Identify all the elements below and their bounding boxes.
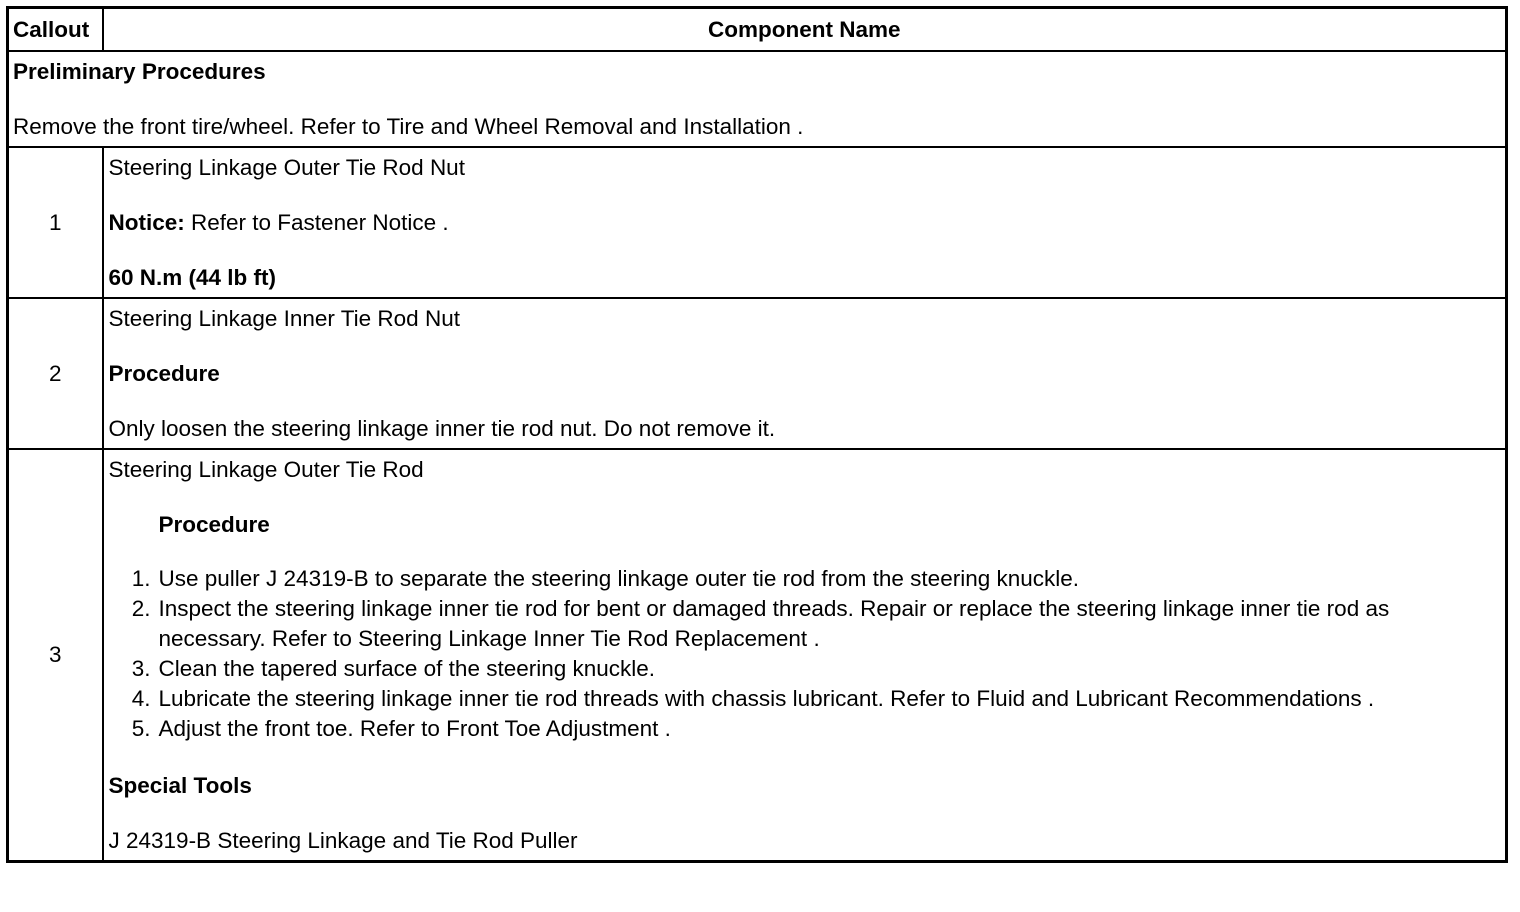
callout-number: 2 — [8, 298, 103, 449]
list-item — [109, 684, 1501, 714]
header-component-name: Component Name — [103, 8, 1507, 52]
table-row — [8, 147, 1507, 298]
component-cell — [103, 449, 1507, 862]
list-item — [109, 594, 1501, 654]
list-item — [109, 564, 1501, 594]
callout-number: 1 — [8, 147, 103, 298]
notice-text: Refer to Fastener Notice . — [184, 210, 449, 235]
special-tools-title: Special Tools — [108, 773, 252, 798]
list-item — [109, 654, 1501, 684]
header-callout: Callout — [8, 8, 103, 52]
callout-number: 3 — [8, 449, 103, 862]
component-name: Steering Linkage Inner Tie Rod Nut — [108, 306, 460, 331]
step-number: 1. — [131, 566, 151, 591]
preliminary-cell — [8, 51, 1507, 147]
notice-line — [109, 209, 1501, 236]
table-row — [8, 298, 1507, 449]
component-cell — [103, 298, 1507, 449]
component-cell — [103, 147, 1507, 298]
step-number: 4. — [131, 686, 151, 711]
table-row — [8, 449, 1507, 862]
step-number: 5. — [131, 716, 151, 741]
component-name: Steering Linkage Outer Tie Rod Nut — [108, 155, 465, 180]
step-text: Adjust the front toe. Refer to Front Toe Adjustment . — [158, 716, 671, 741]
preliminary-title: Preliminary Procedures — [13, 59, 266, 84]
procedure-title: Procedure — [108, 361, 220, 386]
step-text: Inspect the steering linkage inner tie rod for bent or damaged threads. Repair or replace the steering linkage inner tie rod as necessary. Refer to Steering Linkage Inner Tie Rod Replacement . — [158, 596, 1390, 651]
procedure-title: Procedure — [158, 512, 270, 537]
procedure-table — [6, 6, 1508, 863]
step-text: Use puller J 24319-B to separate the steering linkage outer tie rod from the steering knuckle. — [158, 566, 1080, 591]
component-name: Steering Linkage Outer Tie Rod — [108, 457, 424, 482]
table-header-row — [8, 8, 1507, 52]
torque-spec: 60 N.m (44 lb ft) — [108, 265, 277, 290]
preliminary-row — [8, 51, 1507, 147]
preliminary-text: Remove the front tire/wheel. Refer to Tire and Wheel Removal and Installation . — [13, 114, 804, 139]
special-tools-text: J 24319-B Steering Linkage and Tie Rod Puller — [108, 828, 578, 853]
step-number: 2. — [131, 596, 151, 621]
step-number: 3. — [131, 656, 151, 681]
step-text: Lubricate the steering linkage inner tie rod threads with chassis lubricant. Refer to Fluid and Lubricant Recommendations . — [158, 686, 1375, 711]
procedure-steps — [109, 564, 1501, 744]
list-item — [109, 714, 1501, 744]
notice-label: Notice: — [108, 210, 185, 235]
step-text: Clean the tapered surface of the steering knuckle. — [158, 656, 656, 681]
procedure-text: Only loosen the steering linkage inner tie rod nut. Do not remove it. — [108, 416, 776, 441]
